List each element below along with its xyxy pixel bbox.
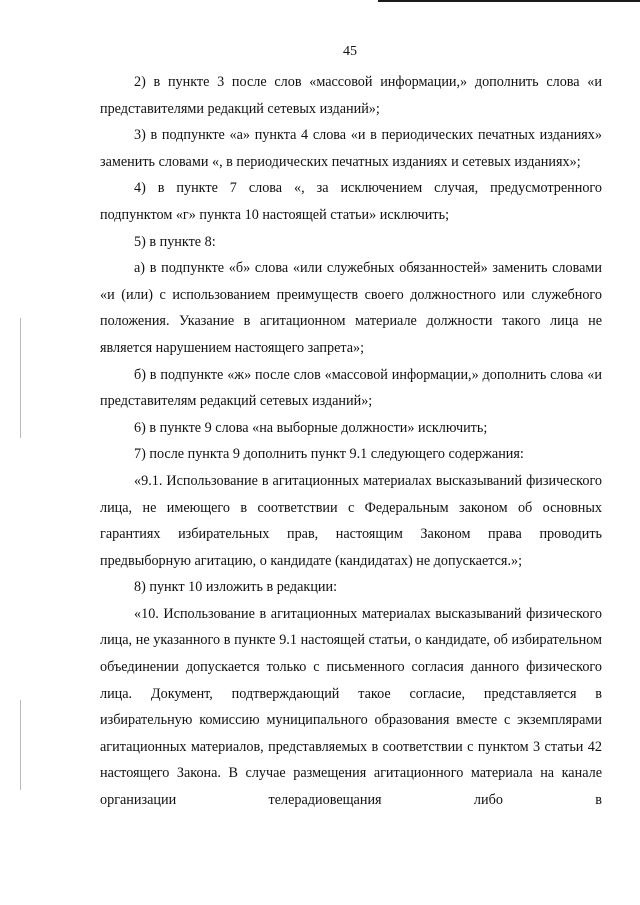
paragraph-quote-9-1: «9.1. Использование в агитационных материалах высказываний физического лица, не имеющего в соответствии с Федеральным законом об основных гарантиях избирательных прав, настоящим Законом права проводить предвыборную агитацию, о кандидате (кандидатах) не допускается.»;	[100, 472, 602, 569]
top-edge-rule	[378, 0, 640, 2]
paragraph-item-3: 3) в подпункте «а» пункта 4 слова «и в периодических печатных изданиях» заменить словами «, в периодических печатных изданиях и сетевых изданиях»;	[100, 127, 602, 170]
paragraph-subitem-a: а) в подпункте «б» слова «или служебных обязанностей» заменить словами «и (или) с использованием преимуществ своего должностного или служебного положения. Указание в агитационном материале должности такого лица не является нарушением настоящего запрета»;	[100, 260, 602, 356]
paragraph-subitem-b: б) в подпункте «ж» после слов «массовой информации,» дополнить слова «и представителям редакций сетевых изданий»;	[100, 366, 602, 410]
paragraph-item-6: 6) в пункте 9 слова «на выборные должности» исключить;	[134, 419, 488, 436]
paragraph-item-4: 4) в пункте 7 слова «, за исключением случая, предусмотренного подпунктом «г» пункта 10 настоящей статьи» исключить;	[100, 180, 602, 223]
paragraph-quote-10: «10. Использование в агитационных материалах высказываний физического лица, не указанного в пункте 9.1 настоящей статьи, о кандидате, об избирательном объединении допускается только с письменного согласия данного физического лица. Документ, подтверждающий такое согласие, представляется в избирательную комиссию муниципального образования вместе с экземплярами агитационных материалов, представляемых в соответствии с пунктом 3 статьи 42 настоящего Закона. В случае размещения агитационного материала на канале организации телерадиовещания либо в	[100, 605, 602, 809]
scan-edge-mark	[20, 700, 21, 790]
scan-edge-mark	[20, 318, 21, 438]
document-body	[100, 69, 602, 814]
paragraph-item-2: 2) в пункте 3 после слов «массовой информации,» дополнить слова «и представителями редакций сетевых изданий»;	[100, 74, 602, 117]
paragraph-item-5: 5) в пункте 8:	[134, 233, 216, 250]
page-number: 45	[343, 44, 357, 59]
paragraph-item-7: 7) после пункта 9 дополнить пункт 9.1 следующего содержания:	[134, 446, 524, 463]
paragraph-item-8: 8) пункт 10 изложить в редакции:	[134, 579, 338, 596]
